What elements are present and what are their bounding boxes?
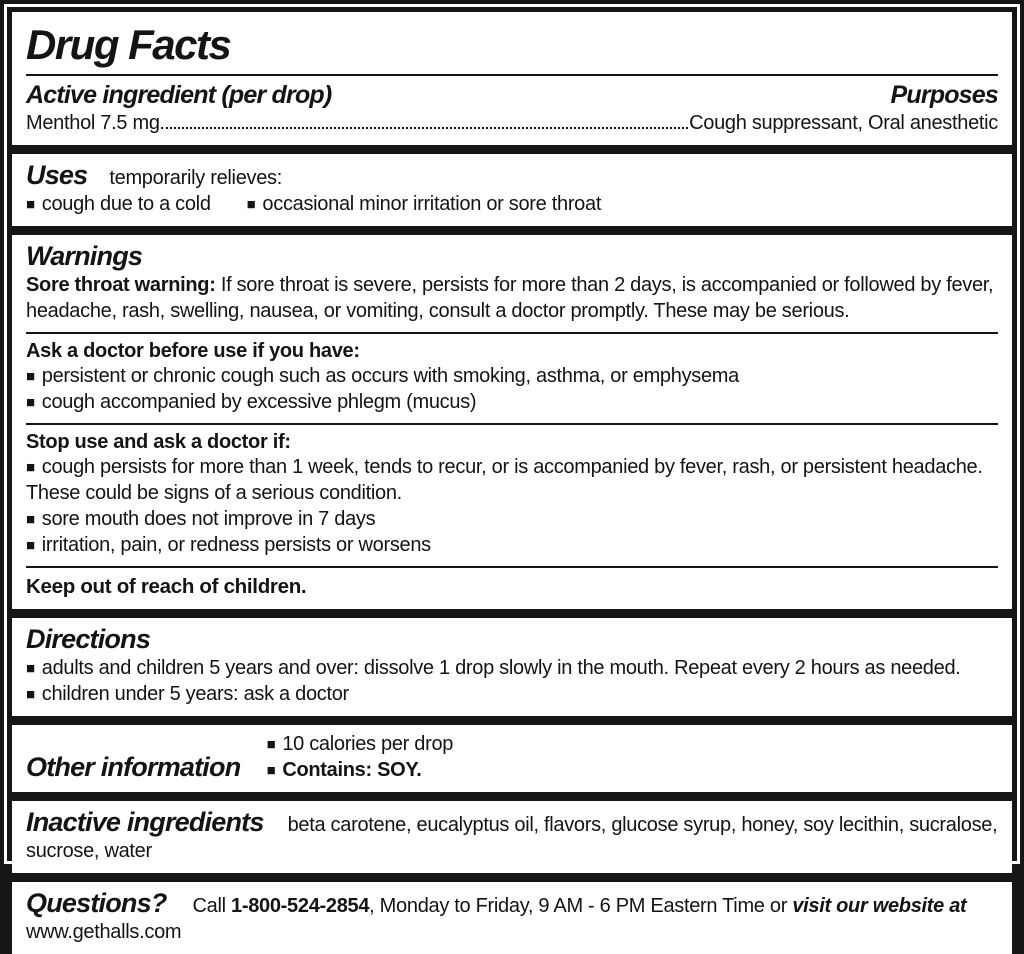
- ingredient-purpose: Cough suppressant, Oral anesthetic: [689, 112, 998, 135]
- uses-heading-row: [26, 160, 998, 191]
- list-item: [26, 655, 998, 681]
- list-item: [26, 191, 211, 217]
- uses-intro: temporarily relieves:: [109, 167, 283, 190]
- list-item: [26, 681, 998, 707]
- active-ingredient-row: [26, 110, 998, 136]
- list-item: [26, 532, 998, 558]
- section-uses: [12, 154, 1012, 226]
- calories-text: 10 calories per drop: [282, 732, 454, 755]
- list-item: [267, 731, 454, 757]
- section-inactive-ingredients: [12, 801, 1012, 873]
- square-bullet-icon: ■: [266, 761, 276, 779]
- warnings-divider: [26, 332, 998, 334]
- website-label: visit our website at: [792, 895, 967, 918]
- active-ingredient-heading-row: [26, 80, 998, 110]
- square-bullet-icon: ■: [266, 735, 276, 753]
- square-bullet-icon: ■: [26, 685, 35, 703]
- other-information-items: [267, 731, 482, 783]
- section-active-ingredient: [12, 12, 1012, 145]
- square-bullet-icon: ■: [26, 368, 35, 386]
- sore-throat-warning: [26, 272, 998, 324]
- warnings-divider: [26, 566, 998, 568]
- list-item: [26, 363, 998, 389]
- section-other-information: [12, 725, 1012, 792]
- stop-use-items: [26, 454, 998, 558]
- active-ingredient-heading: Active ingredient (per drop): [26, 81, 332, 110]
- stop-use-item-text: cough persists for more than 1 week, tends to recur, or is accompanied by fever, rash, or persistent headache. These could be signs of a serious condition.: [26, 456, 983, 505]
- keep-out-of-reach-text: Keep out of reach of children.: [26, 575, 307, 599]
- questions-heading: Questions?: [26, 888, 167, 919]
- inactive-ingredients-heading: Inactive ingredients: [26, 807, 264, 837]
- square-bullet-icon: ■: [246, 196, 256, 214]
- title-divider: [26, 74, 998, 76]
- section-questions: [12, 882, 1012, 954]
- sore-throat-warning-text: If sore throat is severe, persists for more than 2 days, is accompanied or followed by fever, headache, rash, swelling, nausea, or vomiting, consult a doctor promptly. These may be serious.: [26, 274, 994, 323]
- purposes-heading: Purposes: [890, 81, 998, 110]
- square-bullet-icon: ■: [26, 196, 35, 214]
- warnings-divider: [26, 423, 998, 425]
- stop-use-heading: Stop use and ask a doctor if:: [26, 431, 291, 454]
- dotted-leader: [161, 127, 688, 129]
- directions-heading: Directions: [26, 623, 151, 654]
- square-bullet-icon: ■: [26, 394, 35, 412]
- uses-items: [26, 191, 998, 217]
- uses-item-text: cough due to a cold: [41, 193, 211, 216]
- website-url-text: www.gethalls.com: [26, 921, 182, 944]
- inactive-ingredients-content: [26, 807, 998, 864]
- page-title: Drug Facts: [26, 21, 231, 68]
- phone-number: 1-800-524-2854: [231, 895, 370, 918]
- ask-doctor-items: [26, 363, 998, 415]
- directions-item-text: adults and children 5 years and over: dissolve 1 drop slowly in the mouth. Repeat every 2 hours as needed.: [41, 656, 961, 679]
- list-item: [26, 506, 998, 532]
- list-item: [26, 389, 998, 415]
- call-prefix: Call: [192, 895, 232, 918]
- directions-items: [26, 655, 998, 707]
- contains-soy-text: Contains: SOY.: [282, 758, 422, 781]
- questions-middle-text: , Monday to Friday, 9 AM - 6 PM Eastern Time or: [369, 895, 793, 918]
- square-bullet-icon: ■: [26, 459, 35, 477]
- inactive-ingredients-text: beta carotene, eucalyptus oil, flavors, glucose syrup, honey, soy lecithin, sucralose, sucrose, water: [26, 814, 998, 863]
- stop-use-item-text: sore mouth does not improve in 7 days: [41, 508, 376, 531]
- list-item: [247, 191, 601, 217]
- label-white-rim: [4, 4, 1020, 944]
- website-url: [26, 921, 181, 943]
- sore-throat-warning-label: Sore throat warning:: [26, 274, 216, 297]
- other-information-heading: Other information: [26, 751, 241, 782]
- section-directions: [12, 618, 1012, 716]
- list-item: [26, 454, 998, 506]
- section-warnings: [12, 235, 1012, 609]
- square-bullet-icon: ■: [26, 511, 35, 529]
- square-bullet-icon: ■: [26, 659, 35, 677]
- label-sections: [7, 7, 1017, 944]
- warnings-heading: Warnings: [26, 241, 143, 272]
- uses-item-text: occasional minor irritation or sore throat: [262, 193, 602, 216]
- ask-doctor-item-text: persistent or chronic cough such as occurs with smoking, asthma, or emphysema: [41, 365, 739, 388]
- square-bullet-icon: ■: [26, 537, 35, 555]
- ask-doctor-heading: Ask a doctor before use if you have:: [26, 340, 360, 363]
- questions-content: [26, 888, 998, 945]
- ingredient-name: Menthol 7.5 mg: [26, 112, 160, 135]
- list-item: [267, 757, 454, 783]
- uses-heading: Uses: [26, 160, 88, 191]
- directions-item-text: children under 5 years: ask a doctor: [41, 682, 349, 705]
- stop-use-item-text: irritation, pain, or redness persists or worsens: [41, 534, 431, 557]
- ask-doctor-item-text: cough accompanied by excessive phlegm (mucus): [41, 391, 477, 414]
